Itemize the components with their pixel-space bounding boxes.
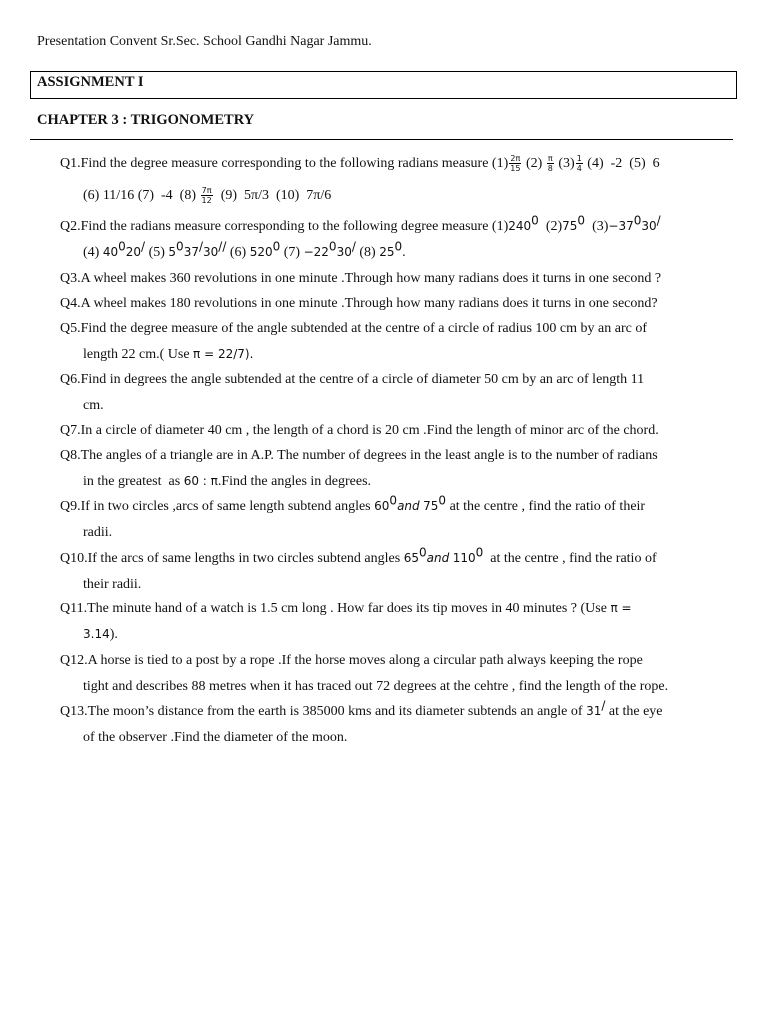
question-9: Q9.If in two circles ,arcs of same length subtend angles $60^0and$ $75^0$ at the centre , find the ratio of their radii. xyxy=(60,494,732,545)
assignment-box xyxy=(30,71,737,99)
question-7: Q7.In a circle of diameter 40 cm , the length of a chord is 20 cm .Find the length of minor arc of the chord. xyxy=(60,423,659,438)
school-name: Presentation Convent Sr.Sec. School Gandhi Nagar Jammu. xyxy=(37,34,372,49)
question-8-line-2: in the greatest as 60 : π.Find the angles in degrees. xyxy=(83,473,372,489)
question-5: Q5.Find the degree measure of the angle subtended at the centre of a circle of radius 100 cm by an arc of length 22 cm.( Use π = 22/7). xyxy=(60,316,732,367)
question-8: Q8.The angles of a triangle are in A.P. The number of degrees in the least angle is to the number of radians in the greatest as 60 : π.Find the angles in degrees. xyxy=(60,443,732,494)
question-10: Q10.If the arcs of same lengths in two circles subtend angles $65^0and$ $110^0$ at the centre , find the ratio of their radii. xyxy=(60,546,732,597)
fraction: $\frac{2\pi}{15}$ xyxy=(510,154,521,174)
question-6: Q6.Find in degrees the angle subtended at the centre of a circle of diameter 50 cm by an arc of length 11 cm. xyxy=(60,367,732,418)
question-2-line-2: (4) $40^020^/$ (5) $5^037^/30^{//}$ (6) $520^0$ $(7) -22^030^/$ (8) $25^0$. xyxy=(83,238,406,260)
fraction: $\frac{7\pi}{12}$ xyxy=(201,185,212,205)
question-6-line-2: cm. xyxy=(83,397,104,413)
question-3: Q3.A wheel makes 360 revolutions in one minute .Through how many radians does it turns in one second ? xyxy=(60,271,662,286)
question-1-line-2: (6) 11/16 (7) -4 (8) $\frac{7\pi}{12}$ (9) 5π/3 (10) 7π/6 xyxy=(83,185,332,205)
question-13: Q13.The moon’s distance from the earth is 385000 kms and its diameter subtends an angle of 31/ at the eye of the observer .Find the diameter of the moon. xyxy=(60,699,732,750)
question-1: Q1.Find the degree measure corresponding to the following radians measure (1) $\frac{2\pi}{15}$ (2) $\frac{\pi}{8}$ (3) $\frac{1}{4}$ (4) -2 (5) 6 (6) 11/16 (7) -4 (8) $\frac{7\pi}{12}$ (9) 5π/3 (10) 7π/6 xyxy=(60,151,732,208)
question-4: Q4.A wheel makes 180 revolutions in one minute .Through how many radians does it turns in one second? xyxy=(60,296,658,311)
question-11-line-2: 3.14). xyxy=(83,626,118,642)
question-12: Q12.A horse is tied to a post by a rope .If the horse moves along a circular path always keeping the rope tight and describes 88 metres when it has traced out 72 degrees at the cehtre , find the length of the rope. xyxy=(60,648,732,699)
question-10-line-2: their radii. xyxy=(83,576,142,592)
question-5-line-2: length 22 cm.( Use π = 22/7). xyxy=(83,346,254,362)
chapter-title: CHAPTER 3 : TRIGONOMETRY xyxy=(37,112,255,128)
question-11: Q11.The minute hand of a watch is 1.5 cm long . How far does its tip moves in 40 minutes ? (Use π = 3.14). xyxy=(60,596,732,647)
question-9-line-2: radii. xyxy=(83,524,113,540)
fraction: $\frac{1}{4}$ xyxy=(576,154,582,174)
question-12-line-2: tight and describes 88 metres when it has traced out 72 degrees at the cehtre , find the length of the rope. xyxy=(83,678,669,694)
header-divider xyxy=(30,139,733,140)
question-13-line-2: of the observer .Find the diameter of the moon. xyxy=(83,729,348,745)
assignment-title: ASSIGNMENT I xyxy=(37,74,144,90)
fraction: $\frac{\pi}{8}$ xyxy=(547,154,553,174)
question-2: Q2.Find the radians measure corresponding to the following degree measure $(1)240^0$ $(2)75^0$ $(3)-37^030^/$ (4) $40^020^/$ (5) $5^037^/30^{//}$ (6) $520^0$ $(7) -22^030^/$ (8) $25^0$. xyxy=(60,214,732,265)
